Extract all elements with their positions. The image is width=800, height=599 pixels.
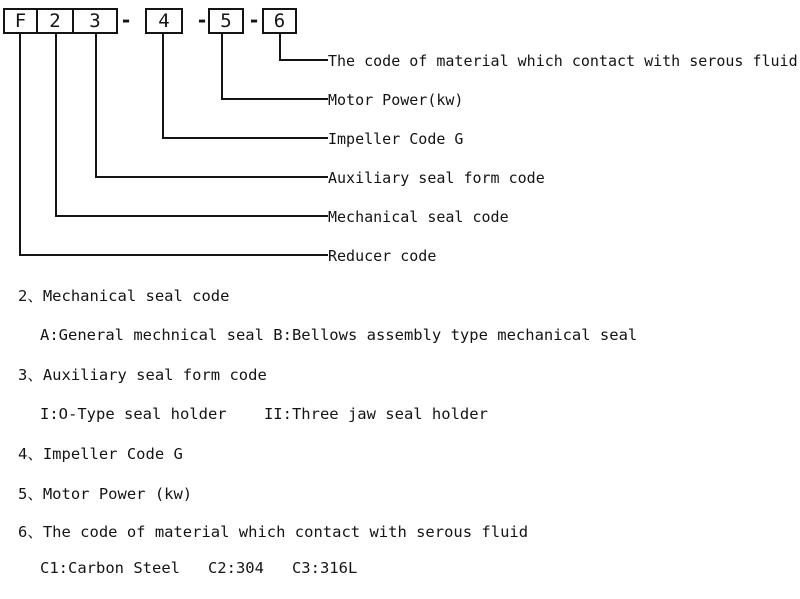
code-box-label: F <box>14 10 27 32</box>
note-material-code-detail: C1:Carbon Steel C2:304 C3:316L <box>40 559 358 577</box>
code-box-5 <box>208 8 244 34</box>
note-material-code-title: 6、The code of material which contact with serous fluid <box>18 523 529 541</box>
callout-motor-power: Motor Power(kw) <box>328 91 464 109</box>
connector-horizontal-box3 <box>95 176 328 178</box>
code-box-2 <box>36 8 74 34</box>
note-motor-power-title: 5、Motor Power (kw) <box>18 485 193 503</box>
note-mechanical-seal-title: 2、Mechanical seal code <box>18 287 230 305</box>
code-box-f <box>3 8 38 34</box>
note-impeller-code-title: 4、Impeller Code G <box>18 445 183 463</box>
code-box-3 <box>72 8 118 34</box>
connector-horizontal-box2 <box>55 215 328 217</box>
separator-dash: - <box>247 8 261 32</box>
callout-reducer-code: Reducer code <box>328 247 437 265</box>
callout-mechanical-seal: Mechanical seal code <box>328 208 509 226</box>
connector-vertical-box4 <box>162 33 164 139</box>
code-box-label: 5 <box>220 10 232 32</box>
connector-vertical-box5 <box>221 33 223 100</box>
code-box-label: 4 <box>158 10 170 32</box>
note-auxiliary-seal-detail: I:O-Type seal holder II:Three jaw seal holder <box>40 405 488 423</box>
connector-horizontal-boxf <box>19 254 328 256</box>
code-box-label: 2 <box>49 10 61 32</box>
connector-horizontal-box5 <box>221 98 328 100</box>
connector-vertical-boxf <box>19 33 21 256</box>
code-box-6 <box>262 8 297 34</box>
separator-dash: - <box>195 8 209 32</box>
connector-vertical-box6 <box>279 33 281 61</box>
separator-dash: - <box>119 8 133 32</box>
code-box-4 <box>145 8 183 34</box>
connector-horizontal-box4 <box>162 137 328 139</box>
code-box-label: 3 <box>89 10 101 32</box>
note-auxiliary-seal-title: 3、Auxiliary seal form code <box>18 366 267 384</box>
connector-horizontal-box6 <box>279 59 328 61</box>
callout-material-code: The code of material which contact with serous fluid <box>328 52 798 70</box>
callout-impeller-code: Impeller Code G <box>328 130 464 148</box>
connector-vertical-box2 <box>55 33 57 217</box>
connector-vertical-box3 <box>95 33 97 178</box>
note-mechanical-seal-detail: A:General mechnical seal B:Bellows assembly type mechanical seal <box>40 326 638 344</box>
callout-auxiliary-seal: Auxiliary seal form code <box>328 169 545 187</box>
code-box-label: 6 <box>273 10 286 32</box>
